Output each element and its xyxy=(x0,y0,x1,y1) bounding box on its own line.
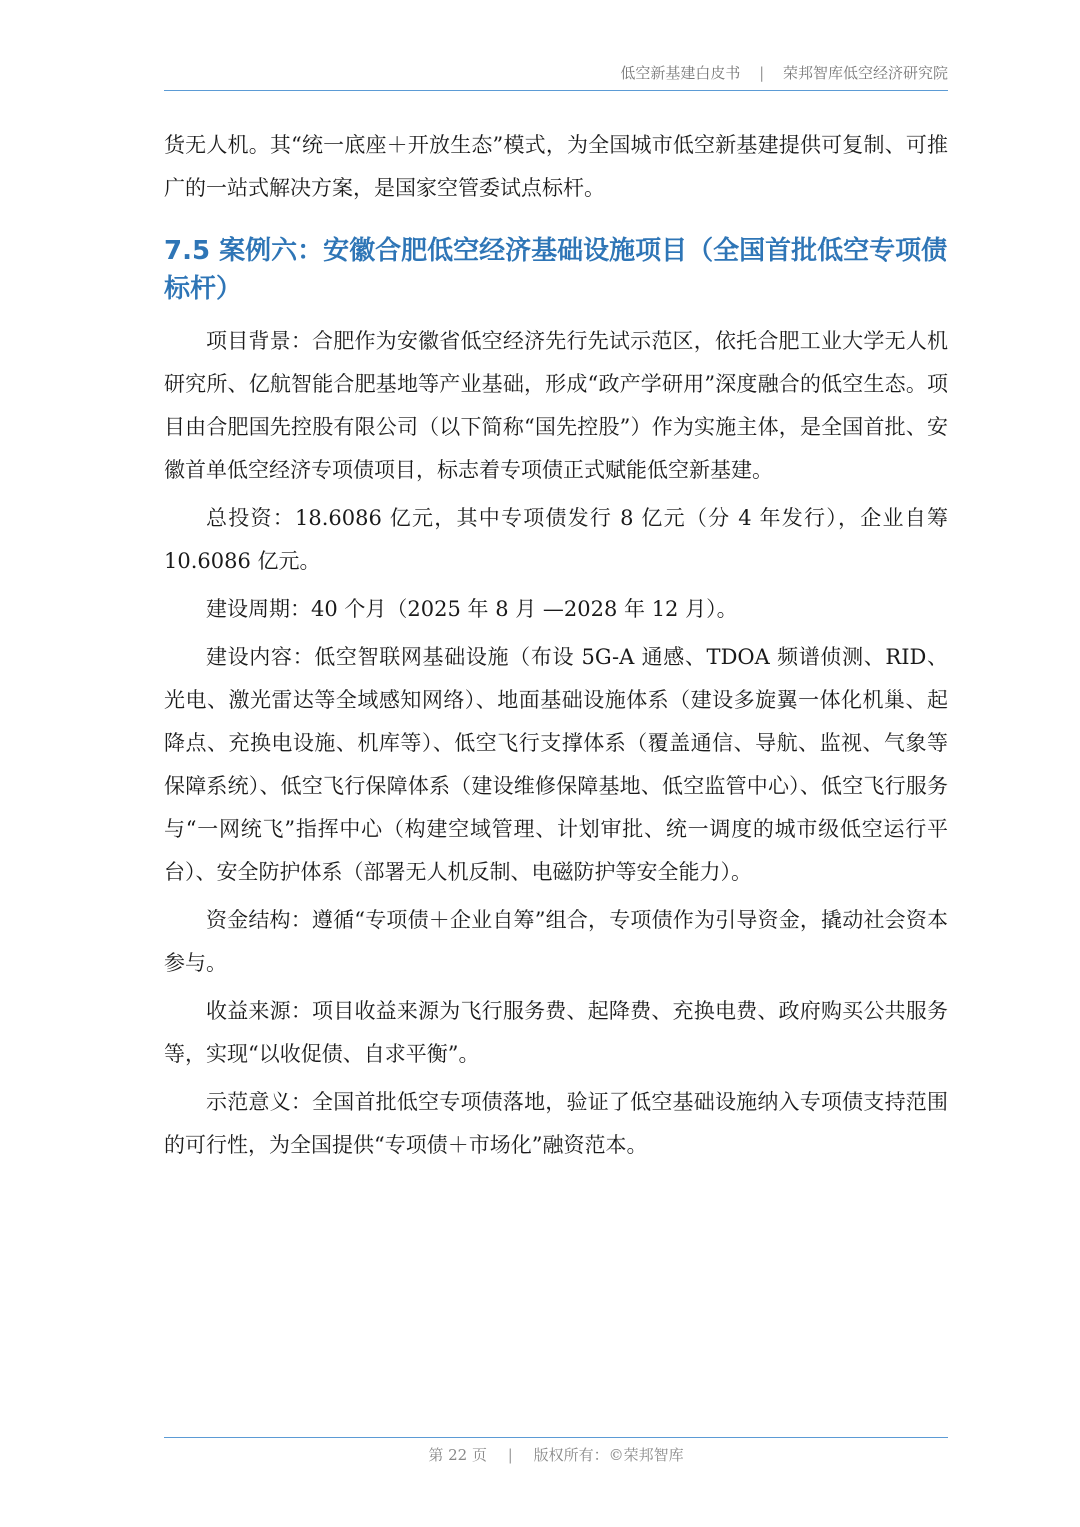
paragraph-revenue: 收益来源：项目收益来源为飞行服务费、起降费、充换电费、政府购买公共服务等，实现“以收促债、自求平衡”。 xyxy=(164,999,948,1066)
footer-copyright: 版权所有：©荣邦智库 xyxy=(533,1446,684,1464)
paragraph-funding: 资金结构：遵循“专项债＋企业自筹”组合，专项债作为引导资金，撬动社会资本参与。 xyxy=(164,908,948,975)
paragraph-background: 项目背景：合肥作为安徽省低空经济先行先试示范区，依托合肥工业大学无人机研究所、亿航智能合肥基地等产业基础，形成“政产学研用”深度融合的低空生态。项目由合肥国先控股有限公司（以下简称“国先控股”）作为实施主体，是全国首批、安徽首单低空经济专项债项目，标志着专项债正式赋能低空新基建。 xyxy=(164,329,948,482)
page-content xyxy=(164,124,948,1167)
page-number: 第 22 页 xyxy=(428,1446,487,1464)
footer-separator: | xyxy=(507,1446,513,1464)
header-doc-title: 低空新基建白皮书 xyxy=(620,64,741,82)
continuation-paragraph: 货无人机。其“统一底座＋开放生态”模式，为全国城市低空新基建提供可复制、可推广的一站式解决方案，是国家空管委试点标杆。 xyxy=(164,133,948,200)
paragraph-significance: 示范意义：全国首批低空专项债落地，验证了低空基础设施纳入专项债支持范围的可行性，为全国提供“专项债＋市场化”融资范本。 xyxy=(164,1090,948,1157)
page-footer xyxy=(164,1437,948,1465)
header-org-name: 荣邦智库低空经济研究院 xyxy=(782,64,948,82)
page-header xyxy=(164,62,948,91)
paragraph-period: 建设周期：40 个月（2025 年 8 月 —2028 年 12 月）。 xyxy=(206,597,738,621)
section-heading: 7.5 案例六：安徽合肥低空经济基础设施项目（全国首批低空专项债标杆） xyxy=(164,236,948,304)
header-separator: | xyxy=(759,64,765,82)
paragraph-investment: 总投资：18.6086 亿元，其中专项债发行 8 亿元（分 4 年发行），企业自筹 10.6086 亿元。 xyxy=(164,506,948,573)
paragraph-content: 建设内容：低空智联网基础设施（布设 5G-A 通感、TDOA 频谱侦测、RID、光电、激光雷达等全域感知网络）、地面基础设施体系（建设多旋翼一体化机巢、起降点、充换电设施、机库等）、低空飞行支撑体系（覆盖通信、导航、监视、气象等保障系统）、低空飞行保障体系（建设维修保障基地、低空监管中心）、低空飞行服务与“一网统飞”指挥中心（构建空域管理、计划审批、统一调度的城市级低空运行平台）、安全防护体系（部署无人机反制、电磁防护等安全能力）。 xyxy=(164,645,948,884)
